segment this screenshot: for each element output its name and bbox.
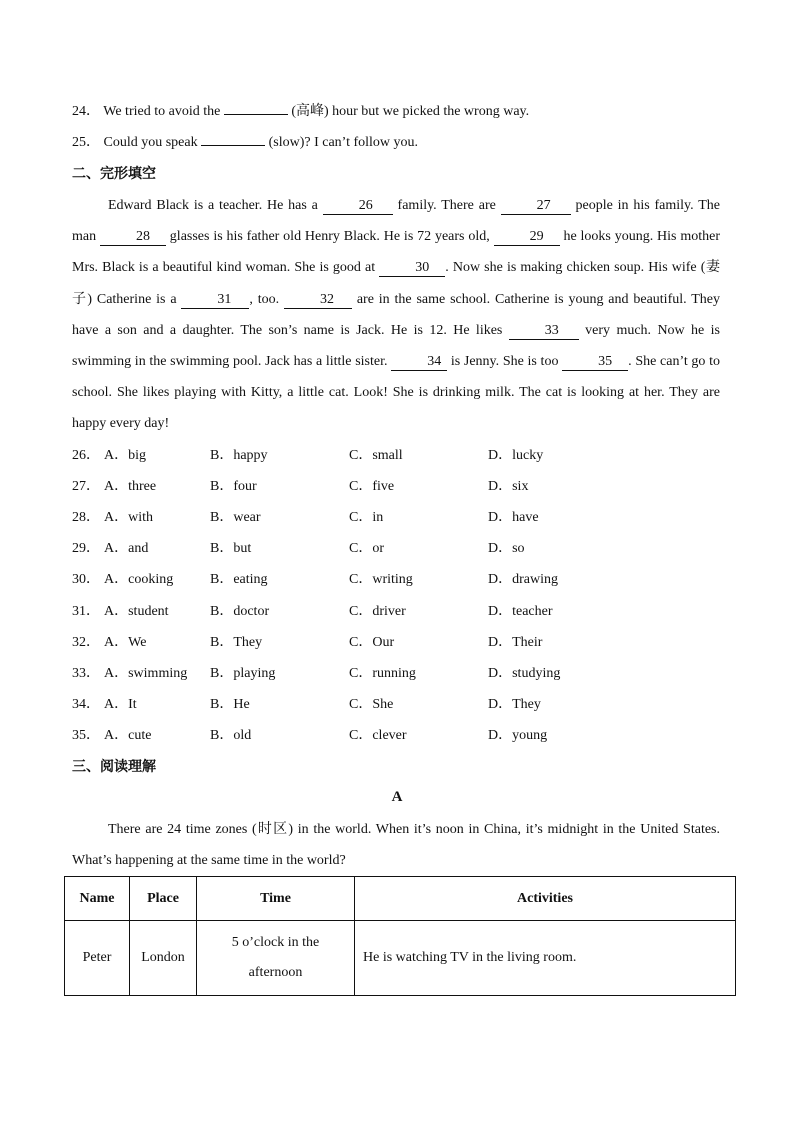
option-b[interactable]: B．doctor <box>210 604 270 619</box>
table-row <box>65 921 736 996</box>
blank-30[interactable]: 30 <box>379 260 445 277</box>
passage-text: . Now she is making chicken soup. His wife (妻子) Catherine is a <box>72 260 720 307</box>
question-number: 24． <box>72 104 100 119</box>
question-text-after: (高峰) hour but we picked the wrong way. <box>291 104 530 119</box>
option-b[interactable]: B．four <box>210 479 257 494</box>
option-a[interactable]: A．cute <box>104 728 152 743</box>
option-c[interactable]: C．five <box>349 479 395 494</box>
option-a[interactable]: A．swimming <box>104 666 188 681</box>
option-c[interactable]: C．She <box>349 697 394 712</box>
option-c[interactable]: C．in <box>349 510 384 525</box>
option-b[interactable]: B．old <box>210 728 252 743</box>
option-c[interactable]: C．or <box>349 541 384 556</box>
column-header-name: Name <box>65 877 130 921</box>
option-a[interactable]: A．with <box>104 510 153 525</box>
option-number: 34． <box>72 697 100 712</box>
option-b[interactable]: B．They <box>210 635 263 650</box>
cell-name: Peter <box>65 921 130 996</box>
option-a[interactable]: A．and <box>104 541 149 556</box>
cloze-passage <box>72 190 720 440</box>
option-a[interactable]: A．cooking <box>104 572 174 587</box>
blank-33[interactable]: 33 <box>509 323 579 340</box>
blank-31[interactable]: 31 <box>181 292 249 309</box>
option-d[interactable]: D．drawing <box>488 572 558 587</box>
blank-26[interactable]: 26 <box>323 198 393 215</box>
question-24 <box>72 102 529 122</box>
column-header-time: Time <box>197 877 355 921</box>
column-header-activities: Activities <box>355 877 736 921</box>
blank-32[interactable]: 32 <box>284 292 352 309</box>
option-d[interactable]: D．so <box>488 541 525 556</box>
question-number: 25． <box>72 135 100 150</box>
table-header-row <box>65 877 736 921</box>
passage-text: people in his family. The man <box>72 198 720 245</box>
passage-text: very much. Now he is swimming in the swimming pool. Jack has a little sister. <box>72 322 720 370</box>
option-a[interactable]: A．It <box>104 697 137 712</box>
column-header-place: Place <box>130 877 197 921</box>
option-number: 32． <box>72 635 100 650</box>
option-b[interactable]: B．happy <box>210 448 268 463</box>
blank-29[interactable]: 29 <box>494 229 560 246</box>
option-number: 28． <box>72 510 100 525</box>
option-d[interactable]: D．They <box>488 697 541 712</box>
option-d[interactable]: D．young <box>488 728 548 743</box>
question-text-before: Could you speak <box>103 135 198 150</box>
option-number: 30． <box>72 572 100 587</box>
question-text-before: We tried to avoid the <box>103 104 221 119</box>
option-d[interactable]: D．lucky <box>488 448 544 463</box>
passage-text: he looks young. His mother Mrs. Black is a beautiful kind woman. She is good at <box>72 229 720 276</box>
option-number: 31． <box>72 604 100 619</box>
cell-time: 5 o’clock in the afternoon <box>197 921 355 996</box>
option-c[interactable]: C．writing <box>349 572 413 587</box>
passage-text: is Jenny. She is too <box>447 354 563 370</box>
option-d[interactable]: D．have <box>488 510 539 525</box>
answer-blank[interactable] <box>201 133 265 146</box>
option-a[interactable]: A．We <box>104 635 147 650</box>
option-b[interactable]: B．but <box>210 541 252 556</box>
option-number: 26． <box>72 448 100 463</box>
option-number: 29． <box>72 541 100 556</box>
passage-text: are in the same school. Catherine is young and beautiful. They have a son and a daughter. The son’s name is Jack. He is 12. He likes <box>72 291 720 338</box>
passage-text: , too. <box>249 291 284 307</box>
option-a[interactable]: A．big <box>104 448 146 463</box>
option-a[interactable]: A．three <box>104 479 157 494</box>
option-a[interactable]: A．student <box>104 604 169 619</box>
cell-place: London <box>130 921 197 996</box>
option-number: 35． <box>72 728 100 743</box>
option-number: 27． <box>72 479 100 494</box>
option-d[interactable]: D．six <box>488 479 529 494</box>
option-b[interactable]: B．He <box>210 697 250 712</box>
passage-text: Edward Black is a teacher. He has a <box>108 198 323 213</box>
blank-34[interactable]: 34 <box>391 354 447 371</box>
question-25 <box>72 133 418 153</box>
option-d[interactable]: D．teacher <box>488 604 553 619</box>
option-b[interactable]: B．playing <box>210 666 276 681</box>
blank-35[interactable]: 35 <box>562 354 628 371</box>
section-heading-reading: 三、阅读理解 <box>72 759 156 775</box>
section-heading-cloze: 二、完形填空 <box>72 166 156 182</box>
passage-text: . She can’t go to school. She likes playing with Kitty, a little cat. Look! She is drinking milk. The cat is looking at her. They are happy every day! <box>72 354 721 432</box>
option-c[interactable]: C．running <box>349 666 416 681</box>
reading-intro: There are 24 time zones (时区) in the world. When it’s noon in China, it’s midnight in the United States. What’s happening at the same time in the world? <box>72 822 720 868</box>
option-number: 33． <box>72 666 100 681</box>
option-b[interactable]: B．eating <box>210 572 268 587</box>
passage-label: A <box>391 789 403 805</box>
blank-27[interactable]: 27 <box>501 198 571 215</box>
question-text-after: (slow)? I can’t follow you. <box>268 135 419 150</box>
blank-28[interactable]: 28 <box>100 229 166 246</box>
cell-activities: He is watching TV in the living room. <box>355 921 736 996</box>
option-b[interactable]: B．wear <box>210 510 261 525</box>
passage-text: family. There are <box>392 198 501 213</box>
passage-text: glasses is his father old Henry Black. He is 72 years old, <box>165 229 494 245</box>
answer-blank[interactable] <box>224 102 288 115</box>
option-c[interactable]: C．Our <box>349 635 395 650</box>
option-d[interactable]: D．Their <box>488 635 543 650</box>
option-d[interactable]: D．studying <box>488 666 561 681</box>
option-c[interactable]: C．small <box>349 448 403 463</box>
time-zone-table <box>64 876 736 996</box>
option-c[interactable]: C．clever <box>349 728 407 743</box>
option-c[interactable]: C．driver <box>349 604 406 619</box>
